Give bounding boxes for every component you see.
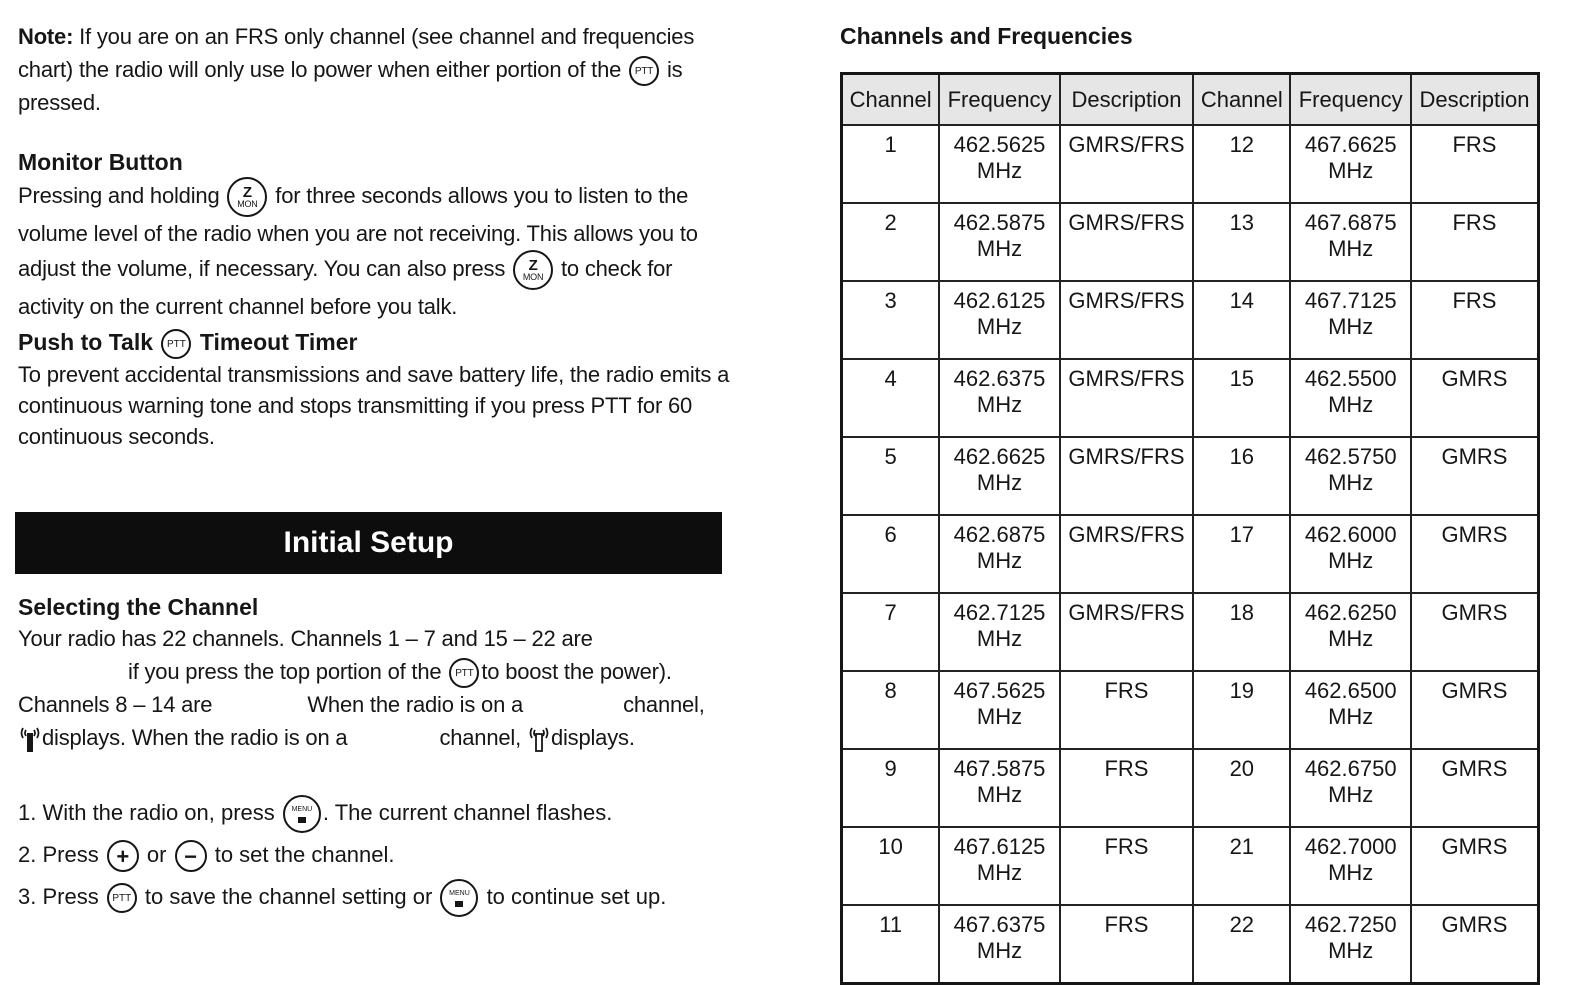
- ptt-icon: [629, 56, 659, 86]
- table-row: [842, 671, 1539, 749]
- frequency-unit: MHz: [1328, 860, 1374, 885]
- lock-icon: [298, 817, 306, 823]
- cell-channel: 9: [842, 749, 940, 827]
- note-text-1: If you are on an FRS only channel (see channel and frequencies chart) the radio will only use lo power when either portion of the: [18, 24, 695, 82]
- cell-description: GMRS/FRS: [1060, 515, 1193, 593]
- step-3-text-b: to save the channel setting or: [138, 884, 439, 909]
- cell-channel: 16: [1193, 437, 1290, 515]
- cell-frequency: [939, 203, 1060, 281]
- selecting-line-2a: if you press the top portion of the: [128, 659, 448, 684]
- cell-channel: 1: [842, 125, 940, 203]
- table-row: [842, 359, 1539, 437]
- cell-frequency: [1290, 437, 1411, 515]
- ptt-timer-heading-b: Timeout Timer: [193, 329, 358, 356]
- left-column: [18, 20, 730, 452]
- frequency-value: 462.6625: [953, 444, 1046, 469]
- frequency-unit: MHz: [1328, 470, 1374, 495]
- cell-description: GMRS: [1411, 905, 1539, 984]
- cell-description: FRS: [1060, 905, 1193, 984]
- frequency-unit: MHz: [976, 158, 1023, 183]
- selecting-line-2: [18, 655, 730, 688]
- frequency-value: 467.6625: [1304, 132, 1397, 157]
- selecting-line-3: [18, 688, 730, 721]
- frequency-unit: MHz: [976, 704, 1023, 729]
- cell-frequency: [1290, 749, 1411, 827]
- cell-channel: 13: [1193, 203, 1290, 281]
- step-2: [18, 834, 730, 876]
- ptt-icon-label: PTT: [112, 892, 132, 904]
- frequency-value: 462.6750: [1304, 756, 1397, 781]
- cell-description: FRS: [1411, 125, 1539, 203]
- ptt-timer-paragraph: To prevent accidental transmissions and save battery life, the radio emits a continuous warning tone and stops transmitting if you press PTT for 60 continuous seconds.: [18, 362, 730, 450]
- frequency-unit: MHz: [976, 548, 1023, 573]
- cell-channel: 7: [842, 593, 940, 671]
- table-row: [842, 593, 1539, 671]
- frequency-value: 462.6875: [953, 522, 1046, 547]
- cell-channel: 10: [842, 827, 940, 905]
- frequency-unit: MHz: [976, 236, 1023, 261]
- frequency-value: 467.5625: [953, 678, 1046, 703]
- right-column: [840, 20, 1542, 985]
- frequency-value: 462.7000: [1304, 834, 1397, 859]
- cell-channel: 8: [842, 671, 940, 749]
- table-row: [842, 437, 1539, 515]
- menu-icon: [440, 879, 478, 917]
- frequency-value: 462.5500: [1304, 366, 1397, 391]
- table-row: [842, 281, 1539, 359]
- table-row: [842, 515, 1539, 593]
- monitor-icon: [513, 250, 553, 290]
- cell-channel: 21: [1193, 827, 1290, 905]
- note-label: Note:: [18, 24, 74, 49]
- ptt-icon-label: PTT: [166, 338, 186, 350]
- frequency-unit: MHz: [1328, 938, 1374, 963]
- step-3-text-c: to continue set up.: [480, 884, 667, 909]
- cell-frequency: [1290, 359, 1411, 437]
- low-power-signal-icon: [527, 725, 551, 753]
- cell-description: GMRS/FRS: [1060, 437, 1193, 515]
- setup-steps: [18, 792, 730, 918]
- frequency-value: 462.5875: [953, 210, 1046, 235]
- cell-description: GMRS: [1411, 749, 1539, 827]
- frequency-value: 467.6875: [1304, 210, 1397, 235]
- header-frequency: Frequency: [939, 74, 1060, 126]
- lock-icon: [455, 901, 463, 907]
- cell-frequency: [939, 593, 1060, 671]
- monitor-paragraph: [18, 177, 730, 323]
- table-row: [842, 827, 1539, 905]
- selecting-channel-heading: Selecting the Channel: [18, 594, 259, 620]
- frequency-value: 467.6375: [953, 912, 1046, 937]
- cell-channel: 4: [842, 359, 940, 437]
- monitor-icon-label: MON: [522, 271, 544, 282]
- cell-channel: 11: [842, 905, 940, 984]
- header-channel: Channel: [842, 74, 940, 126]
- frequency-value: 462.6125: [953, 288, 1046, 313]
- cell-channel: 17: [1193, 515, 1290, 593]
- high-power-signal-icon: [18, 725, 42, 753]
- frequency-unit: MHz: [1328, 314, 1374, 339]
- cell-description: GMRS/FRS: [1060, 125, 1193, 203]
- frequency-value: 462.7250: [1304, 912, 1397, 937]
- selecting-line-3c: channel,: [623, 692, 705, 718]
- frequency-value: 462.6000: [1304, 522, 1397, 547]
- cell-channel: 19: [1193, 671, 1290, 749]
- cell-frequency: [939, 125, 1060, 203]
- monitor-heading: Monitor Button: [18, 149, 183, 176]
- cell-description: GMRS: [1411, 827, 1539, 905]
- cell-frequency: [939, 671, 1060, 749]
- initial-setup-banner: Initial Setup: [15, 512, 722, 574]
- table-row: [842, 125, 1539, 203]
- selecting-line-1: Your radio has 22 channels. Channels 1 – 7 and 15 – 22 are: [18, 626, 593, 651]
- cell-channel: 18: [1193, 593, 1290, 671]
- cell-channel: 22: [1193, 905, 1290, 984]
- cell-description: FRS: [1060, 827, 1193, 905]
- ptt-icon: [449, 658, 479, 688]
- frequency-unit: MHz: [1328, 782, 1374, 807]
- table-header-row: [842, 74, 1539, 126]
- cell-channel: 5: [842, 437, 940, 515]
- monitor-text-1: Pressing and holding: [18, 183, 226, 208]
- cell-channel: 3: [842, 281, 940, 359]
- selecting-line-3b: When the radio is on a: [307, 692, 524, 718]
- note-paragraph: [18, 20, 730, 119]
- cell-frequency: [1290, 515, 1411, 593]
- cell-channel: 15: [1193, 359, 1290, 437]
- table-title: Channels and Frequencies: [840, 23, 1133, 49]
- step-2-text-c: to set the channel.: [208, 842, 395, 867]
- monitor-icon-label: MON: [237, 198, 258, 209]
- cell-frequency: [1290, 905, 1411, 984]
- frequency-unit: MHz: [1328, 392, 1374, 417]
- menu-icon-label: MENU: [291, 806, 313, 814]
- cell-frequency: [939, 827, 1060, 905]
- cell-channel: 14: [1193, 281, 1290, 359]
- table-row: [842, 203, 1539, 281]
- ptt-timer-heading: [18, 327, 730, 359]
- frequency-unit: MHz: [1328, 158, 1374, 183]
- frequency-unit: MHz: [976, 860, 1023, 885]
- table-row: [842, 905, 1539, 984]
- step-1-text-b: . The current channel flashes.: [322, 800, 613, 825]
- table-body: [842, 125, 1539, 984]
- frequency-value: 467.7125: [1304, 288, 1397, 313]
- menu-icon: [283, 795, 321, 833]
- cell-frequency: [1290, 203, 1411, 281]
- monitor-icon: [227, 177, 267, 217]
- note-text-2: is pressed.: [18, 57, 683, 116]
- cell-description: FRS: [1060, 671, 1193, 749]
- cell-frequency: [939, 515, 1060, 593]
- frequency-unit: MHz: [976, 314, 1023, 339]
- selecting-line-4: [18, 721, 730, 754]
- cell-frequency: [939, 905, 1060, 984]
- frequency-unit: MHz: [976, 470, 1023, 495]
- selecting-channel-section: [18, 592, 730, 754]
- menu-icon-label: MENU: [449, 890, 470, 898]
- cell-description: FRS: [1060, 749, 1193, 827]
- monitor-icon-z: Z: [528, 256, 538, 274]
- cell-description: GMRS/FRS: [1060, 281, 1193, 359]
- frequency-value: 462.7125: [953, 600, 1046, 625]
- frequency-value: 462.6500: [1304, 678, 1397, 703]
- frequency-unit: MHz: [1328, 236, 1374, 261]
- step-1: [18, 792, 730, 834]
- selecting-line-4c: displays.: [550, 725, 635, 751]
- minus-icon: −: [175, 840, 207, 872]
- table-row: [842, 749, 1539, 827]
- frequency-value: 462.5625: [953, 132, 1046, 157]
- cell-frequency: [1290, 671, 1411, 749]
- ptt-icon: [107, 883, 137, 913]
- header-channel: Channel: [1193, 74, 1290, 126]
- cell-description: GMRS/FRS: [1060, 359, 1193, 437]
- header-frequency: Frequency: [1290, 74, 1411, 126]
- ptt-icon-label: PTT: [455, 667, 474, 679]
- frequency-unit: MHz: [976, 626, 1023, 651]
- cell-description: FRS: [1411, 203, 1539, 281]
- selecting-line-4a: displays. When the radio is on a: [42, 725, 348, 751]
- header-description: Description: [1060, 74, 1193, 126]
- step-1-text-a: 1. With the radio on, press: [18, 800, 281, 825]
- frequency-value: 467.5875: [953, 756, 1046, 781]
- selecting-line-4b: channel,: [439, 725, 527, 751]
- frequency-value: 462.6375: [953, 366, 1046, 391]
- cell-frequency: [1290, 125, 1411, 203]
- ptt-icon-label: PTT: [634, 65, 654, 77]
- cell-description: FRS: [1411, 281, 1539, 359]
- selecting-line-2b: to boost the power).: [481, 659, 672, 684]
- frequency-value: 462.5750: [1304, 444, 1397, 469]
- plus-icon: +: [107, 840, 139, 872]
- header-description: Description: [1411, 74, 1539, 126]
- ptt-icon: [161, 329, 191, 359]
- step-3: [18, 876, 730, 918]
- cell-frequency: [939, 749, 1060, 827]
- frequency-value: 462.6250: [1304, 600, 1397, 625]
- frequency-unit: MHz: [1328, 548, 1374, 573]
- cell-description: GMRS: [1411, 671, 1539, 749]
- frequency-value: 467.6125: [953, 834, 1046, 859]
- ptt-timer-heading-a: Push to Talk: [18, 329, 160, 356]
- selecting-line-3a: Channels 8 – 14 are: [18, 692, 213, 718]
- cell-description: GMRS: [1411, 359, 1539, 437]
- cell-frequency: [939, 359, 1060, 437]
- frequency-unit: MHz: [976, 938, 1023, 963]
- cell-frequency: [939, 281, 1060, 359]
- frequency-unit: MHz: [1328, 626, 1374, 651]
- cell-frequency: [1290, 827, 1411, 905]
- cell-description: GMRS/FRS: [1060, 593, 1193, 671]
- frequency-unit: MHz: [976, 392, 1023, 417]
- step-3-text-a: 3. Press: [18, 884, 105, 909]
- frequency-unit: MHz: [1328, 704, 1374, 729]
- cell-channel: 2: [842, 203, 940, 281]
- cell-frequency: [1290, 593, 1411, 671]
- cell-channel: 20: [1193, 749, 1290, 827]
- frequency-unit: MHz: [976, 782, 1023, 807]
- cell-frequency: [1290, 281, 1411, 359]
- cell-description: GMRS: [1411, 437, 1539, 515]
- cell-description: GMRS/FRS: [1060, 203, 1193, 281]
- monitor-text-2: for three seconds allows you to listen to the volume level of the radio when you are not receiving. This allows you to adjust the volume, if necessary. You can also press: [18, 183, 698, 281]
- cell-description: GMRS: [1411, 515, 1539, 593]
- channels-table: [840, 72, 1540, 985]
- cell-channel: 6: [842, 515, 940, 593]
- monitor-icon-z: Z: [242, 183, 252, 201]
- monitor-text-3: to check for activity on the current channel before you talk.: [18, 256, 673, 320]
- step-2-text-a: 2. Press: [18, 842, 105, 867]
- cell-frequency: [939, 437, 1060, 515]
- step-2-text-b: or: [140, 842, 173, 867]
- cell-description: GMRS: [1411, 593, 1539, 671]
- cell-channel: 12: [1193, 125, 1290, 203]
